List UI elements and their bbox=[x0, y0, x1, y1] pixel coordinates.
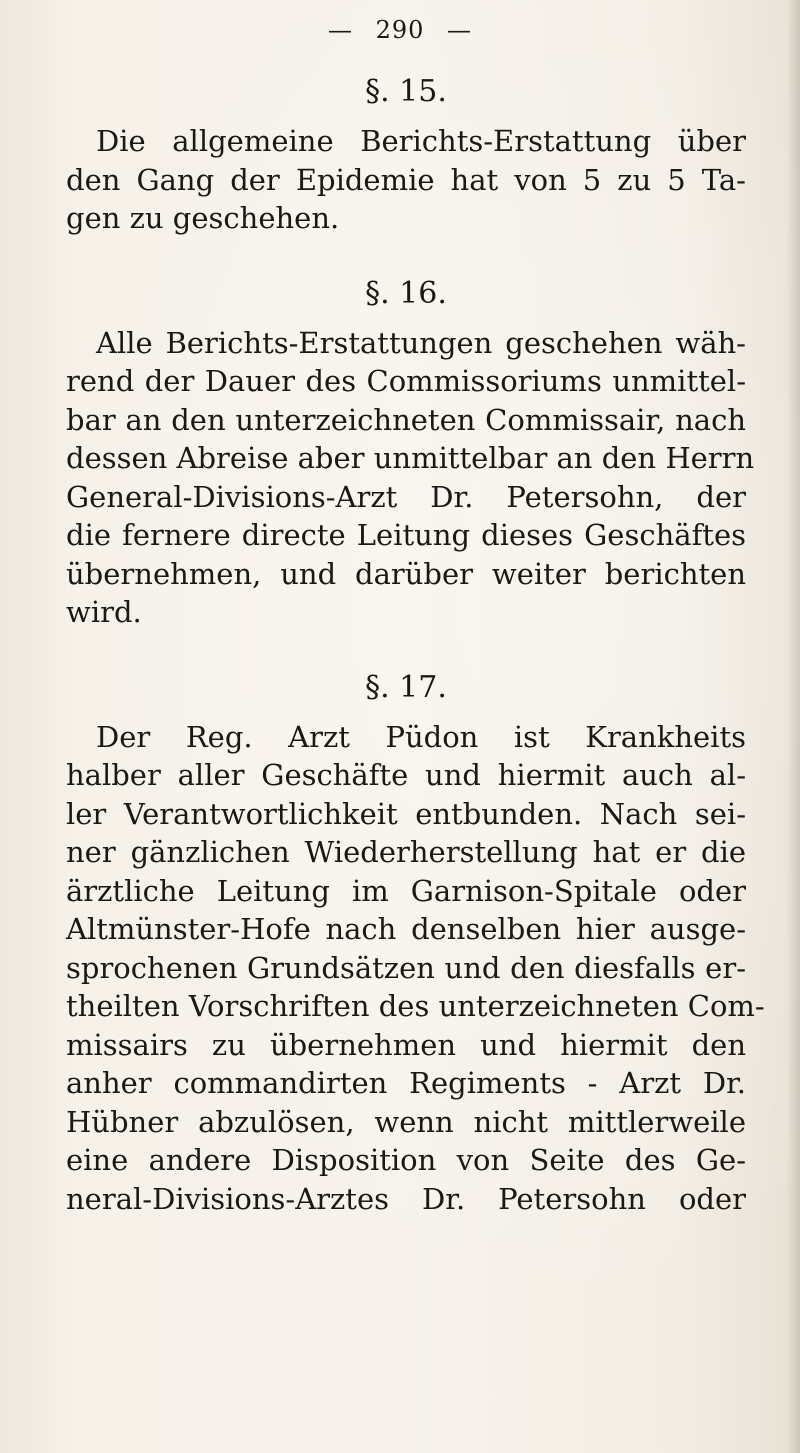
page-number: 290 bbox=[375, 16, 425, 44]
section-heading-15: §. 15. bbox=[365, 74, 447, 109]
text-line: halber aller Geschäfte und hiermit auch al- bbox=[66, 758, 746, 792]
paragraph-15 bbox=[66, 122, 746, 238]
text-line: anher commandirten Regiments - Arzt Dr. bbox=[66, 1066, 746, 1100]
text-line: Der Reg. Arzt Püdon ist Krankheits bbox=[96, 719, 746, 754]
header-dash-right: — bbox=[447, 16, 473, 44]
text-line: gen zu geschehen. bbox=[66, 201, 340, 235]
section-heading-16: §. 16. bbox=[365, 275, 447, 311]
text-line: eine andere Disposition von Seite des Ge- bbox=[66, 1143, 746, 1177]
text-line: übernehmen, und darüber weiter berichten bbox=[66, 556, 746, 591]
paragraph-17 bbox=[66, 718, 765, 1219]
text-line: Die allgemeine Berichts-Erstattung über bbox=[96, 124, 746, 158]
text-line: sprochenen Grundsätzen und den diesfalls er- bbox=[66, 950, 746, 985]
text-line: missairs zu übernehmen und hiermit den bbox=[66, 1027, 746, 1062]
text-line: theilten Vorschriften des unterzeichneten Com- bbox=[66, 989, 765, 1023]
section-heading-17: §. 17. bbox=[365, 669, 447, 705]
text-line: wird. bbox=[66, 595, 142, 629]
paragraph-16 bbox=[66, 324, 755, 632]
text-line: Hübner abzulösen, wenn nicht mittlerweile bbox=[66, 1104, 746, 1139]
page-header bbox=[0, 16, 800, 44]
text-line: ärztliche Leitung im Garnison-Spitale oder bbox=[66, 873, 746, 908]
text-line: bar an den unterzeichneten Commissair, nach bbox=[66, 402, 746, 437]
header-dash-left: — bbox=[327, 16, 353, 44]
text-line: Alle Berichts-Erstattungen geschehen wäh- bbox=[96, 325, 746, 360]
text-line: General-Divisions-Arzt Dr. Petersohn, der bbox=[66, 479, 746, 514]
page-content bbox=[66, 72, 765, 1254]
text-line: dessen Abreise aber unmittelbar an den Herrn bbox=[66, 441, 755, 475]
text-line: ler Verantwortlichkeit entbunden. Nach sei- bbox=[66, 796, 746, 831]
page-edge-shadow bbox=[786, 0, 800, 1453]
text-line: Altmünster-Hofe nach denselben hier ausge- bbox=[66, 912, 746, 946]
text-line: neral-Divisions-Arztes Dr. Petersohn oder bbox=[66, 1181, 746, 1216]
text-line: den Gang der Epidemie hat von 5 zu 5 Ta- bbox=[66, 162, 746, 197]
text-line: die fernere directe Leitung dieses Geschäftes bbox=[66, 518, 746, 552]
text-line: rend der Dauer des Commissoriums unmittel- bbox=[66, 364, 746, 398]
text-line: ner gänzlichen Wiederherstellung hat er die bbox=[66, 835, 746, 869]
